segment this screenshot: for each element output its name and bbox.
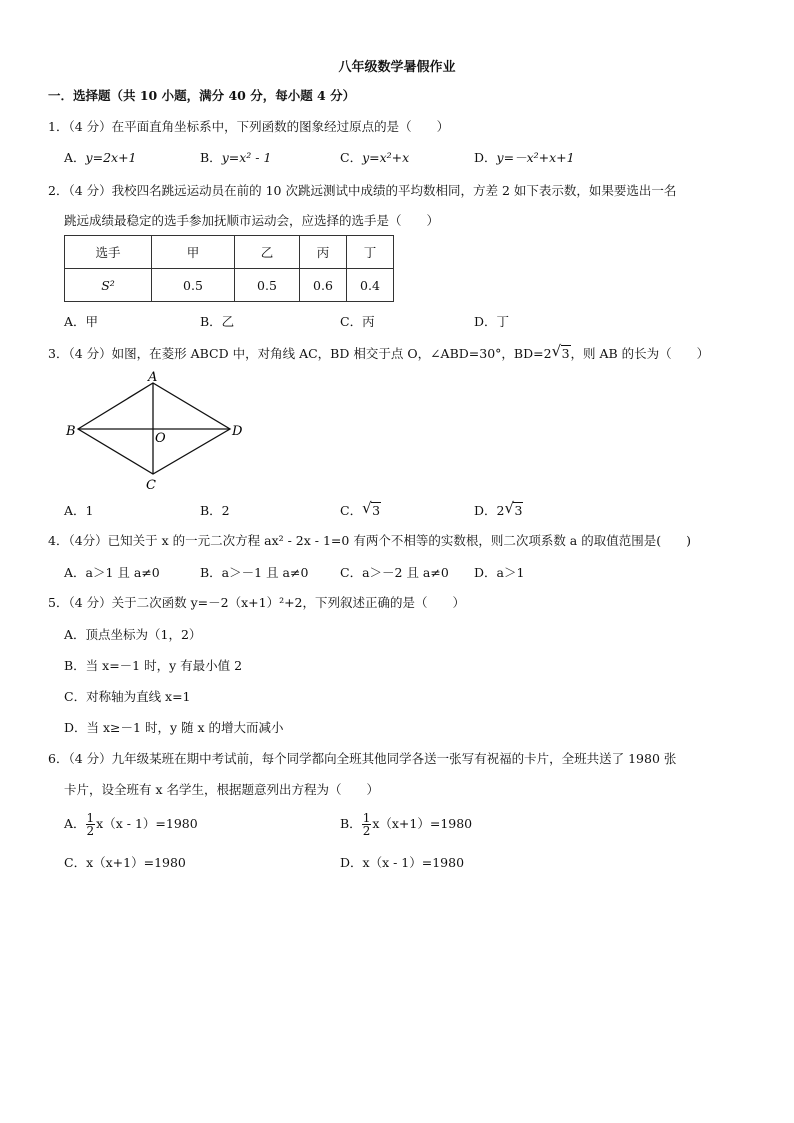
q4-option-b[interactable]: B．a＞－1 且 a≠0 xyxy=(200,565,309,580)
q5-option-b[interactable]: B．当 x=－1 时，y 有最小值 2 xyxy=(64,658,243,673)
rhombus-diagram xyxy=(60,366,250,496)
q6-option-d[interactable]: D．x（x - 1）=1980 xyxy=(340,855,465,870)
q4-option-c[interactable]: C．a＞－2 且 a≠0 xyxy=(340,565,449,580)
q1-option-d[interactable]: D．y=－x²+x+1 xyxy=(474,150,575,165)
q3-option-c[interactable]: C． √ 3 xyxy=(340,499,381,518)
q4-stem: 4．（4分）已知关于 x 的一元二次方程 ax² - 2x - 1=0 有两个不相等的实数根，则二次项系数 a 的取值范围是( ) xyxy=(48,533,691,548)
q3-stem: 3．（4 分）如图，在菱形 ABCD 中，对角线 AC，BD 相交于点 O，∠ABD=30°，BD=2 √ 3，则 AB 的长为（ ） xyxy=(48,342,710,361)
table-header-cell: 选手 xyxy=(65,236,152,269)
q4-option-d[interactable]: D．a＞1 xyxy=(474,565,525,580)
q6-stem-line2: 卡片，设全班有 x 名学生，根据题意列出方程为（ ） xyxy=(64,782,379,797)
vertex-label-d: D xyxy=(232,424,243,439)
vertex-label-b: B xyxy=(66,424,76,439)
q6-option-a[interactable]: A． $\frac{1}{2}$ x（x - 1）=1980 xyxy=(64,811,198,838)
q5-option-a[interactable]: A．顶点坐标为（1，2） xyxy=(64,627,202,642)
table-cell: 0.4 xyxy=(347,269,394,302)
q3-option-b[interactable]: B．2 xyxy=(200,503,230,518)
table-cell: 0.5 xyxy=(235,269,300,302)
table-header-cell: 丙 xyxy=(300,236,347,269)
section-heading: 一．选择题（共 10 小题，满分 40 分，每小题 4 分） xyxy=(48,88,356,103)
table-header-cell: 乙 xyxy=(235,236,300,269)
q2-option-c[interactable]: C．丙 xyxy=(340,314,375,329)
q3-option-d[interactable]: D．2 √ 3 xyxy=(474,499,523,518)
q2-option-d[interactable]: D．丁 xyxy=(474,314,510,329)
q1-option-c[interactable]: C．y=x²+x xyxy=(340,150,410,165)
sqrt-symbol: √ 3 xyxy=(504,499,523,518)
fraction-one-half: $\frac{1}{2}$ xyxy=(86,811,95,838)
q1-option-a[interactable]: A．y=2x+1 xyxy=(64,150,137,165)
center-label-o: O xyxy=(155,431,166,446)
variance-table xyxy=(64,235,394,302)
table-header-cell: 甲 xyxy=(152,236,235,269)
q5-stem: 5．（4 分）关于二次函数 y=－2（x+1）²+2，下列叙述正确的是（ ） xyxy=(48,595,466,610)
q2-option-a[interactable]: A．甲 xyxy=(64,314,99,329)
q6-option-b[interactable]: B． $\frac{1}{2}$ x（x+1）=1980 xyxy=(340,811,473,838)
q1-stem: 1．（4 分）在平面直角坐标系中，下列函数的图象经过原点的是（ ） xyxy=(48,119,450,134)
vertex-label-a: A xyxy=(148,370,158,385)
q2-stem-line1: 2．（4 分）我校四名跳远运动员在前的 10 次跳远测试中成绩的平均数相同，方差 2 如下表示数，如果要选出一名 xyxy=(48,183,677,198)
q3-option-a[interactable]: A．1 xyxy=(64,503,94,518)
q6-stem-line1: 6．（4 分）九年级某班在期中考试前，每个同学都向全班其他同学各送一张写有祝福的卡片，全班共送了 1980 张 xyxy=(48,751,677,766)
table-header-cell: 丁 xyxy=(347,236,394,269)
table-cell: 0.5 xyxy=(152,269,235,302)
sqrt-symbol: √ 3 xyxy=(551,342,570,361)
q5-option-d[interactable]: D．当 x≥－1 时，y 随 x 的增大而减小 xyxy=(64,720,284,735)
q4-option-a[interactable]: A．a＞1 且 a≠0 xyxy=(64,565,160,580)
page-title: 八年级数学暑假作业 xyxy=(338,60,456,75)
q2-stem-line2: 跳远成绩最稳定的选手参加抚顺市运动会，应选择的选手是（ ） xyxy=(64,213,440,228)
table-row xyxy=(65,269,394,302)
q6-option-c[interactable]: C．x（x+1）=1980 xyxy=(64,855,186,870)
fraction-one-half: $\frac{1}{2}$ xyxy=(362,811,371,838)
vertex-label-c: C xyxy=(146,478,156,493)
table-cell: 0.6 xyxy=(300,269,347,302)
q1-option-b[interactable]: B．y=x² - 1 xyxy=(200,150,272,165)
table-row-label: S² xyxy=(65,269,152,302)
sqrt-symbol: √ 3 xyxy=(362,499,381,518)
q5-option-c[interactable]: C．对称轴为直线 x=1 xyxy=(64,689,191,704)
q2-option-b[interactable]: B．乙 xyxy=(200,314,235,329)
table-row xyxy=(65,236,394,269)
